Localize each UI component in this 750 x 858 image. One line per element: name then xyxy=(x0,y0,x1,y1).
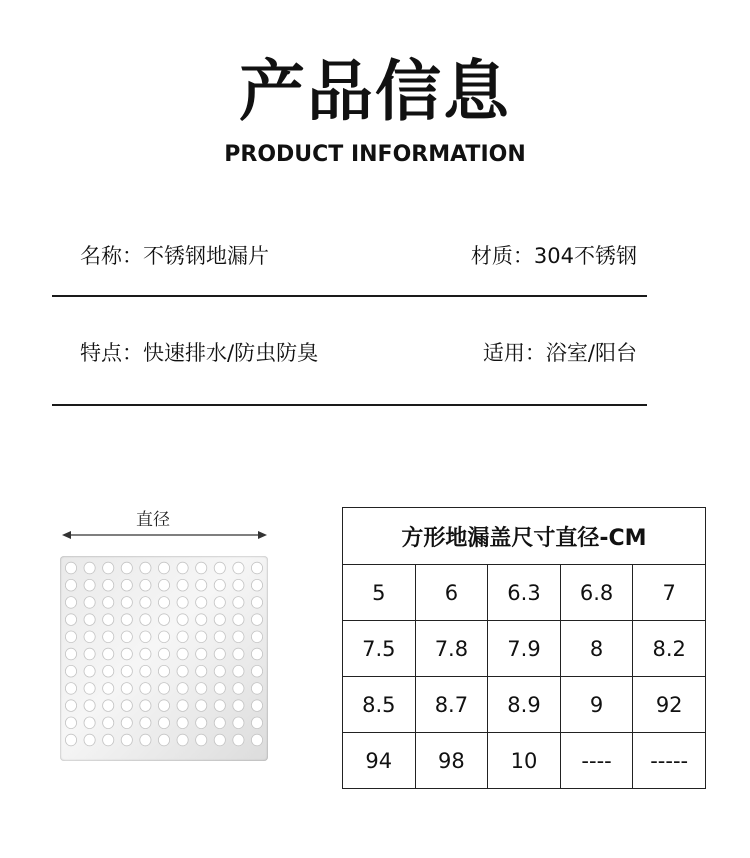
drain-hole xyxy=(196,579,207,591)
drain-hole xyxy=(103,717,114,729)
drain-hole xyxy=(214,717,225,729)
drain-hole xyxy=(214,683,225,695)
drain-hole xyxy=(158,631,169,643)
table-cell: 7.8 xyxy=(415,621,488,677)
drain-hole xyxy=(84,665,95,677)
drain-hole xyxy=(121,700,132,712)
drain-hole xyxy=(103,665,114,677)
drain-hole xyxy=(196,614,207,626)
diameter-arrow-icon xyxy=(62,528,267,542)
drain-hole xyxy=(84,683,95,695)
drain-hole xyxy=(251,597,262,609)
drain-hole xyxy=(233,562,244,574)
drain-hole xyxy=(196,631,207,643)
drain-hole xyxy=(121,562,132,574)
drain-holes xyxy=(60,556,268,761)
drain-hole xyxy=(84,734,95,746)
drain-hole xyxy=(233,631,244,643)
drain-hole xyxy=(121,631,132,643)
drain-hole xyxy=(233,597,244,609)
drain-hole xyxy=(140,683,151,695)
table-cell: 6.3 xyxy=(488,565,561,621)
drain-hole xyxy=(233,700,244,712)
drain-hole xyxy=(84,631,95,643)
table-cell: 7 xyxy=(633,565,706,621)
table-cell: 7.5 xyxy=(343,621,416,677)
drain-hole xyxy=(251,734,262,746)
divider-2 xyxy=(52,404,647,406)
drain-hole xyxy=(214,579,225,591)
drain-hole xyxy=(103,734,114,746)
drain-hole xyxy=(214,665,225,677)
drain-hole xyxy=(158,562,169,574)
drain-hole xyxy=(214,562,225,574)
page-subtitle: PRODUCT INFORMATION xyxy=(224,142,526,167)
drain-hole xyxy=(84,579,95,591)
drain-hole xyxy=(65,614,76,626)
drain-hole xyxy=(65,631,76,643)
drain-hole xyxy=(121,614,132,626)
drain-hole xyxy=(251,631,262,643)
product-name: 名称：不锈钢地漏片 xyxy=(80,244,269,268)
drain-hole xyxy=(233,648,244,660)
table-cell: 6 xyxy=(415,565,488,621)
table-cell: 94 xyxy=(343,733,416,789)
table-cell: 8.5 xyxy=(343,677,416,733)
drain-hole xyxy=(84,700,95,712)
table-cell: 9 xyxy=(560,677,633,733)
table-cell: 5 xyxy=(343,565,416,621)
table-cell: 6.8 xyxy=(560,565,633,621)
drain-hole xyxy=(140,597,151,609)
table-row xyxy=(343,621,706,677)
drain-hole xyxy=(214,614,225,626)
drain-hole xyxy=(121,579,132,591)
drain-hole xyxy=(233,665,244,677)
drain-hole xyxy=(251,648,262,660)
drain-hole xyxy=(196,648,207,660)
drain-plate-image xyxy=(60,556,268,761)
drain-hole xyxy=(233,717,244,729)
drain-hole xyxy=(140,648,151,660)
drain-hole xyxy=(140,579,151,591)
drain-hole xyxy=(65,717,76,729)
drain-hole xyxy=(140,562,151,574)
drain-hole xyxy=(214,734,225,746)
drain-hole xyxy=(251,665,262,677)
drain-hole xyxy=(214,631,225,643)
table-cell: 10 xyxy=(488,733,561,789)
drain-hole xyxy=(251,700,262,712)
info-row-2 xyxy=(52,333,647,373)
table-cell: ---- xyxy=(560,733,633,789)
product-usage: 适用：浴室/阳台 xyxy=(482,341,637,365)
divider-1 xyxy=(52,295,647,297)
drain-hole xyxy=(65,665,76,677)
drain-hole xyxy=(103,700,114,712)
drain-hole xyxy=(196,683,207,695)
drain-hole xyxy=(65,683,76,695)
table-cell: 92 xyxy=(633,677,706,733)
table-cell: 8 xyxy=(560,621,633,677)
drain-hole xyxy=(84,597,95,609)
table-row xyxy=(343,565,706,621)
table-cell: 8.2 xyxy=(633,621,706,677)
drain-hole xyxy=(84,717,95,729)
table-cell: 7.9 xyxy=(488,621,561,677)
drain-hole xyxy=(233,683,244,695)
page-title: 产品信息 xyxy=(239,53,511,130)
drain-hole xyxy=(196,597,207,609)
drain-hole xyxy=(177,665,188,677)
drain-hole xyxy=(121,648,132,660)
drain-hole xyxy=(65,597,76,609)
drain-hole xyxy=(84,614,95,626)
drain-hole xyxy=(103,683,114,695)
product-material: 材质：304不锈钢 xyxy=(470,244,637,268)
drain-hole xyxy=(121,683,132,695)
drain-hole xyxy=(140,665,151,677)
drain-hole xyxy=(251,562,262,574)
drain-hole xyxy=(140,614,151,626)
drain-hole xyxy=(196,700,207,712)
drain-hole xyxy=(177,648,188,660)
drain-hole xyxy=(158,717,169,729)
drain-hole xyxy=(158,614,169,626)
drain-hole xyxy=(177,579,188,591)
drain-hole xyxy=(103,614,114,626)
drain-hole xyxy=(158,648,169,660)
size-table-title: 方形地漏盖尺寸直径-CM xyxy=(343,508,706,565)
drain-hole xyxy=(214,648,225,660)
drain-hole xyxy=(121,734,132,746)
table-row xyxy=(343,677,706,733)
drain-hole xyxy=(177,597,188,609)
drain-hole xyxy=(103,562,114,574)
drain-hole xyxy=(177,683,188,695)
drain-hole xyxy=(121,717,132,729)
drain-hole xyxy=(177,631,188,643)
drain-hole xyxy=(140,631,151,643)
drain-hole xyxy=(233,614,244,626)
drain-hole xyxy=(251,717,262,729)
drain-hole xyxy=(233,734,244,746)
table-cell: 98 xyxy=(415,733,488,789)
drain-hole xyxy=(65,734,76,746)
drain-hole xyxy=(158,700,169,712)
diameter-label: 直径 xyxy=(136,510,170,530)
drain-hole xyxy=(196,665,207,677)
drain-hole xyxy=(196,734,207,746)
drain-hole xyxy=(84,648,95,660)
drain-hole xyxy=(177,700,188,712)
drain-hole xyxy=(158,734,169,746)
drain-hole xyxy=(65,648,76,660)
drain-hole xyxy=(121,665,132,677)
drain-hole xyxy=(103,648,114,660)
drain-hole xyxy=(140,717,151,729)
product-features: 特点：快速排水/防虫防臭 xyxy=(80,341,319,365)
drain-hole xyxy=(214,700,225,712)
drain-hole xyxy=(251,579,262,591)
drain-hole xyxy=(140,700,151,712)
table-cell: 8.9 xyxy=(488,677,561,733)
drain-hole xyxy=(196,717,207,729)
drain-hole xyxy=(251,683,262,695)
drain-hole xyxy=(177,734,188,746)
table-cell: ----- xyxy=(633,733,706,789)
drain-hole xyxy=(158,597,169,609)
drain-hole xyxy=(103,597,114,609)
drain-hole xyxy=(84,562,95,574)
table-row xyxy=(343,733,706,789)
drain-hole xyxy=(214,597,225,609)
drain-hole xyxy=(177,562,188,574)
drain-hole xyxy=(196,562,207,574)
drain-hole xyxy=(103,579,114,591)
drain-hole xyxy=(177,614,188,626)
info-row-1 xyxy=(52,236,647,276)
drain-hole xyxy=(158,683,169,695)
drain-hole xyxy=(121,597,132,609)
drain-hole xyxy=(177,717,188,729)
drain-hole xyxy=(65,579,76,591)
drain-hole xyxy=(158,665,169,677)
size-table xyxy=(342,507,706,789)
drain-hole xyxy=(65,700,76,712)
drain-hole xyxy=(65,562,76,574)
drain-hole xyxy=(103,631,114,643)
drain-hole xyxy=(140,734,151,746)
drain-hole xyxy=(233,579,244,591)
table-cell: 8.7 xyxy=(415,677,488,733)
drain-hole xyxy=(251,614,262,626)
drain-hole xyxy=(158,579,169,591)
